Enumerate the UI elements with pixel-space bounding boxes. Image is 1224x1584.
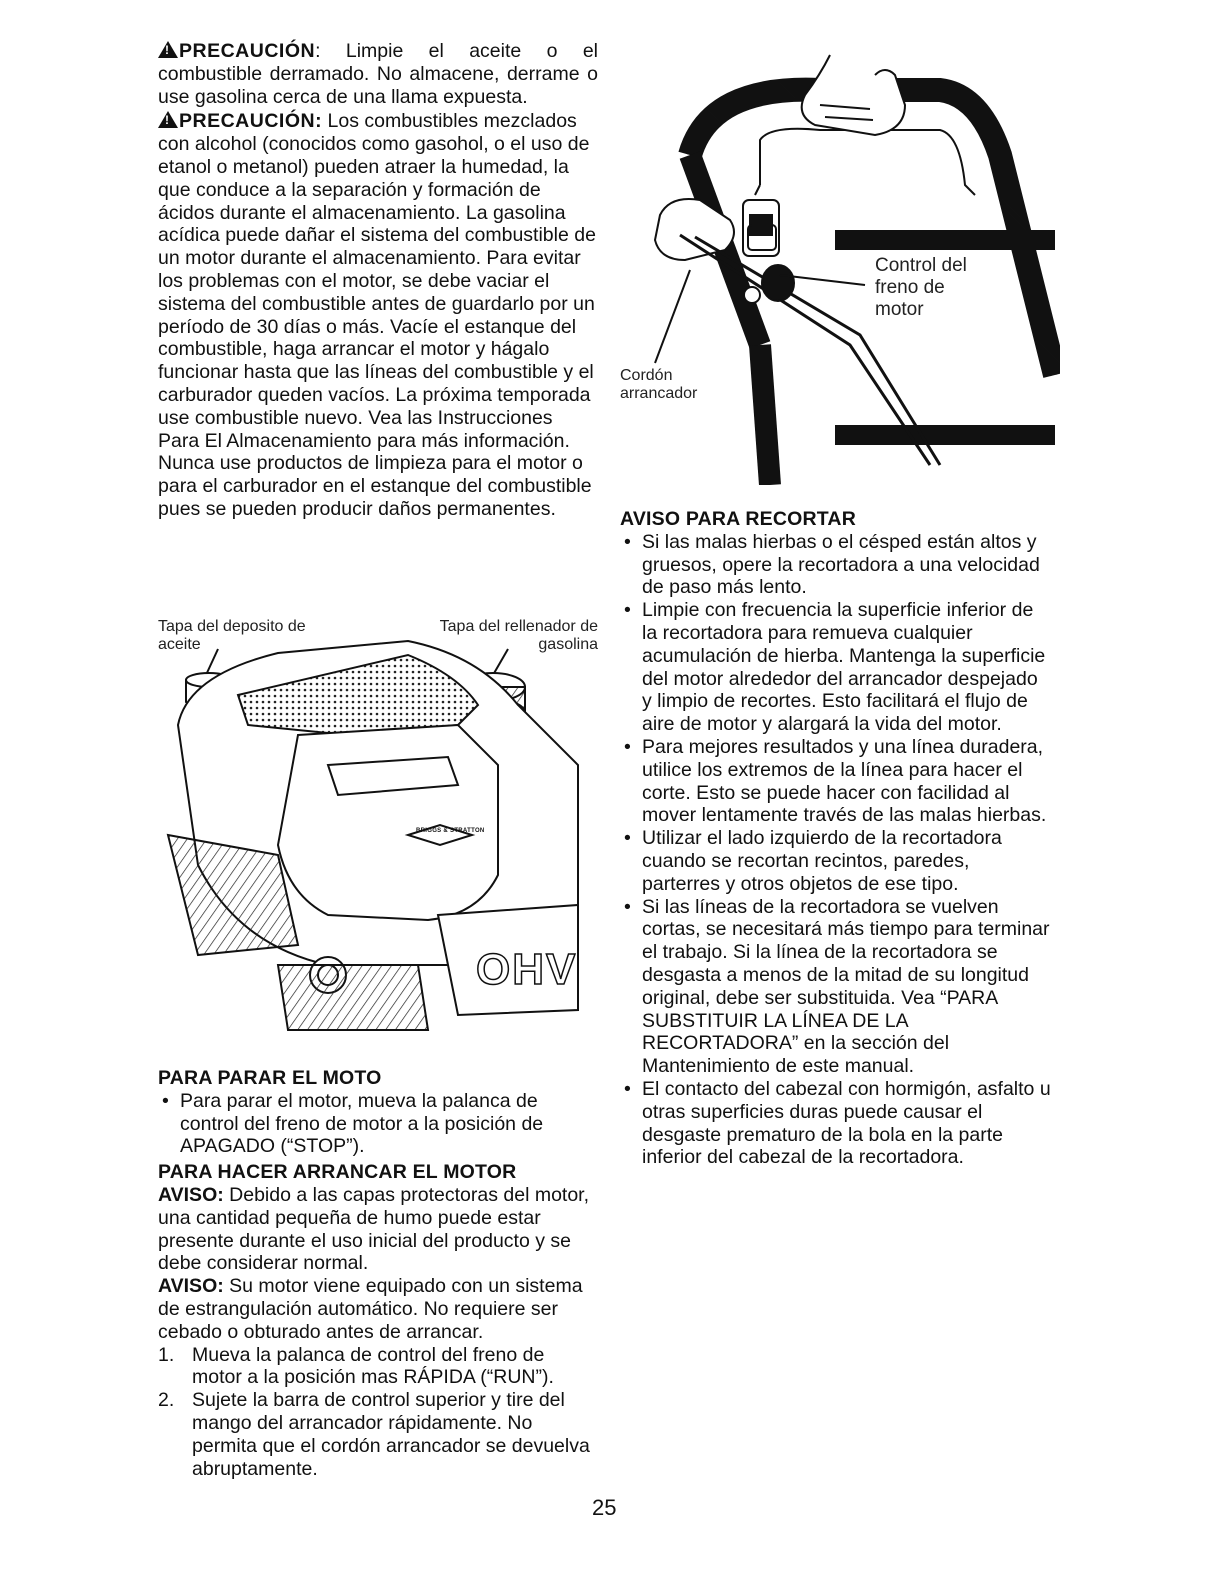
caution-text: : Limpie el aceite o el combustible derramado. No almacene, derrame o use gasolina cerca de una llama expuesta. [158,40,598,108]
trim-bullet: • Si las malas hierbas o el césped están altos y gruesos, opere la recortadora a una velocidad de paso más lento. [620,531,1052,599]
trim-bullet: • Utilizar el lado izquierdo de la recortadora cuando se recortan recintos, paredes, parterres y otros objetos de ese tipo. [620,827,1052,895]
brake-control-label: Control del freno de motor [875,255,975,321]
warning-triangle-icon [158,41,178,58]
caution-tag: PRECAUCIÓN [179,40,316,62]
oil-cap-label: Tapa del deposito de aceite [158,618,306,653]
start-engine-heading: PARA HACER ARRANCAR EL MOTOR [158,1161,517,1184]
stop-engine-bullet: • Para parar el motor, mueva la palanca de control del freno de motor a la posición de APAGADO (“STOP”). [158,1090,598,1158]
trim-bullet: • Si las líneas de la recortadora se vuelven cortas, se necesitará más tiempo para terminar el trabajo. Si la línea de la recortadora se desgasta a menos de la mitad de su longitud original, debe ser substituida. Vea “PARA SUBSTITUIR LA LÍNEA DE LA RECORTADORA” en la sección del Mantenimiento de este manual. [620,896,1052,1078]
left-lower-column [158,1067,598,1480]
caution-tag: PRECAUCIÓN: [179,110,323,133]
aviso-choke: AVISO: Su motor viene equipado con un sistema de estrangulación automático. No requiere ser cebado o obturado antes de arrancar. [158,1275,583,1343]
trim-notice-heading: AVISO PARA RECORTAR [620,508,857,530]
aviso-smoke: AVISO: Debido a las capas protectoras del motor, una cantidad pequeña de humo puede estar presente durante el uso inicial del producto y se debe considerar normal. [158,1183,590,1275]
handle-figure [620,45,1060,485]
left-column [158,40,598,521]
brand-badge: BRIGGS & STRATTON [416,828,485,834]
starter-cord-label: Cordón arrancador [620,367,720,403]
stop-engine-heading: PARA PARAR EL MOTO [158,1067,382,1089]
trim-bullet: • Para mejores resultados y una línea duradera, utilice los extremos de la línea para hacer el corte. Esto se puede hacer con facilidad al mover lentamente través de las malas hierbas. [620,736,1052,827]
ohv-mark: OHV [476,945,578,994]
caution-fuel [158,110,598,520]
caution-text: Los combustibles mezclados con alcohol (conocidos como gasohol, o el uso de etanol o metanol) pueden atraer la humedad, la que conduce a la separación y formación de ácidos durante el almacenamiento. La gasolina acídica puede dañar el sistema del combustible de un motor durante el almacenamiento. Para evitar los problemas con el motor, se debe vaciar el sistema del combustible antes de guardarlo por un período de 30 días o más. Vacíe el estanque del combustible, haga arrancar el motor y hágalo funcionar hasta que las líneas del combustible y el carburador queden vacíos. La próxima temporada use combustible nuevo. Vea las Instrucciones Para El Almacenamiento para más información. Nunca use productos de limpieza para el motor o para el carburador en el estanque del combustible pues se pueden producir daños permanentes. [158,110,596,520]
right-column [620,508,1052,1169]
trim-bullet: • El contacto del cabezal con hormigón, asfalto u otras superficies duras puede causar el desgaste prematuro de la bola en la parte inferior del cabezal de la recortadora. [620,1078,1052,1169]
caution-spill [158,40,598,108]
page-number: 25 [592,1495,617,1520]
warning-triangle-icon [158,111,178,128]
trim-bullet: • Limpie con frecuencia la superficie inferior de la recortadora para remueva cualquier acumulación de hierba. Mantenga la superficie del motor alrededor del arrancador despejado y limpio de recortes. Esto facilitará el flujo de aire de motor y alargará la vida del motor. [620,599,1052,736]
gas-cap-label: Tapa del rellenador de gasolina [439,618,598,653]
start-step: 1. Mueva la palanca de control del freno de motor a la posición mas RÁPIDA (“RUN”). [158,1343,554,1389]
start-step: 2. Sujete la barra de control superior y tire del mango del arrancador rápidamente. No permita que el cordón arrancador se devuelva abruptamente. [158,1389,590,1480]
handle-illustration [620,45,1060,485]
engine-figure [158,615,598,1045]
